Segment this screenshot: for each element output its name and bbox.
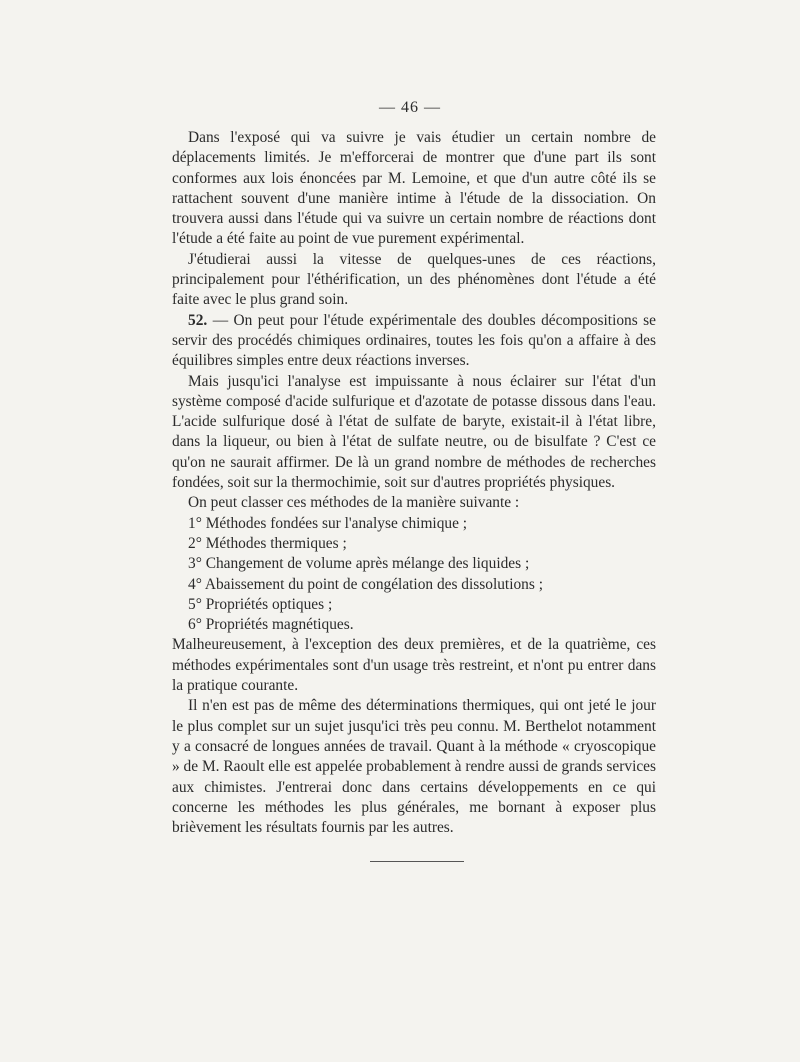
body-text: [172, 128, 656, 838]
method-item: 6° Propriétés magnétiques.: [188, 616, 354, 634]
section-text: — On peut pour l'étude expérimentale des doubles décompositions se servir des procédés chimiques ordinaires, toutes les fois qu'on a affaire à des équilibres simples entre deux réactions inverses.: [172, 311, 656, 370]
paragraph-unfortunately: Malheureusement, à l'exception des deux premières, et de la quatrième, ces méthodes expérimentales sont d'un usage très restreint, et n'ont pu entrer dans la pratique courante.: [172, 636, 656, 695]
method-item: 2° Méthodes thermiques ;: [188, 534, 347, 552]
method-item: 3° Changement de volume après mélange des liquides ;: [188, 555, 530, 573]
method-item: 4° Abaissement du point de congélation des dissolutions ;: [188, 575, 543, 593]
section-number: 52.: [188, 311, 208, 329]
method-item: 1° Méthodes fondées sur l'analyse chimique ;: [188, 514, 468, 532]
paragraph-classify: On peut classer ces méthodes de la manière suivante :: [188, 494, 520, 512]
paragraph-speed: J'étudierai aussi la vitesse de quelques-unes de ces réactions, principalement pour l'éthérification, un des phénomènes dont l'étude a été faite avec le plus grand soin.: [172, 250, 656, 309]
section-divider: [370, 861, 464, 862]
method-item: 5° Propriétés optiques ;: [188, 595, 333, 613]
paragraph-intro: Dans l'exposé qui va suivre je vais étudier un certain nombre de déplacements limités. Je m'efforcerai de montrer que d'une part ils sont conformes aux lois énoncées par M. Lemoine, et que d'un autre côté ils se rattachent souvent d'une manière intime à l'étude de la dissociation. On trouvera aussi dans l'étude qui va suivre un certain nombre de réactions dont l'étude a été faite au point de vue purement expérimental.: [172, 129, 656, 248]
paragraph-thermal: Il n'en est pas de même des déterminations thermiques, qui ont jeté le jour le plus complet sur un sujet jusqu'ici très peu connu. M. Berthelot notamment y a consacré de longues années de travail. Quant à la méthode « cryoscopique » de M. Raoult elle est appelée probablement à rendre aussi de grands services aux chimistes. J'entrerai donc dans certains développements en ce qui concerne les méthodes les plus générales, me bornant à exposer plus brièvement les résultats fournis par les autres.: [172, 697, 656, 837]
paragraph-analysis: Mais jusqu'ici l'analyse est impuissante à nous éclairer sur l'état d'un système composé d'acide sulfurique et d'azotate de potasse dissous dans l'eau. L'acide sulfurique dosé à l'état de sulfate de baryte, existait-il à l'état libre, dans la liqueur, ou bien à l'état de sulfate neutre, ou de bisulfate ? C'est ce qu'on ne saurait affirmer. De là un grand nombre de méthodes de recherches fondées, soit sur la thermochimie, soit sur d'autres propriétés physiques.: [172, 372, 656, 492]
paragraph-section-52: [172, 311, 656, 372]
page-number: — 46 —: [379, 99, 441, 116]
